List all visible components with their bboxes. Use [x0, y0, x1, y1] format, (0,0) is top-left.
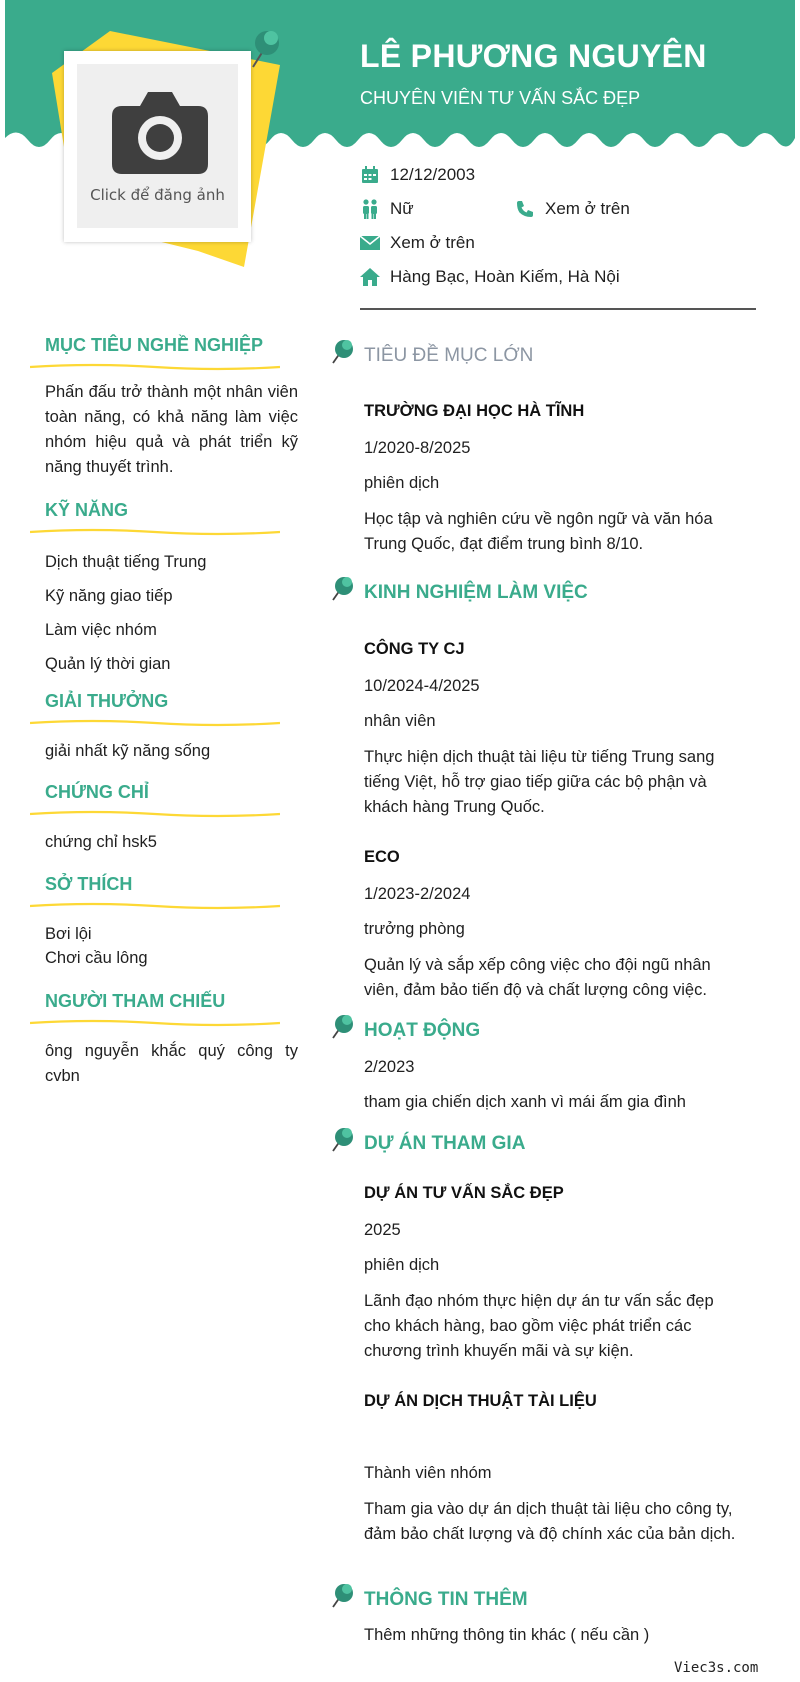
project-name: DỰ ÁN TƯ VẤN SẮC ĐẸP — [364, 1184, 564, 1202]
project-role: Thành viên nhóm — [364, 1464, 492, 1482]
education-heading[interactable]: TIÊU ĐỀ MỤC LỚN — [364, 345, 534, 366]
project-role: phiên dịch — [364, 1256, 440, 1274]
calendar-icon — [360, 165, 380, 185]
activity-period: 2/2023 — [364, 1058, 415, 1076]
contact-address — [360, 267, 620, 287]
upload-photo-label[interactable]: Click để đăng ảnh — [90, 186, 225, 204]
pushpin-icon — [330, 1581, 356, 1609]
project-name: DỰ ÁN DỊCH THUẬT TÀI LIỆU — [364, 1392, 597, 1410]
brand-watermark: Viec3s.com — [674, 1660, 759, 1676]
wave-divider — [30, 1018, 280, 1028]
references-text: ông nguyễn khắc quý công ty cvbn — [45, 1042, 298, 1085]
pushpin-icon — [245, 25, 285, 71]
references-heading: NGƯỜI THAM CHIẾU — [45, 991, 226, 1011]
contact-divider — [360, 308, 756, 310]
job-title: CHUYÊN VIÊN TƯ VẤN SẮC ĐẸP — [360, 88, 641, 108]
education-school: TRƯỜNG ĐẠI HỌC HÀ TĨNH — [364, 402, 585, 420]
job-position: trưởng phòng — [364, 920, 465, 938]
awards-text: giải nhất kỹ năng sống — [45, 742, 211, 760]
education-major: phiên dịch — [364, 474, 440, 492]
job-description: Thực hiện dịch thuật tài liệu từ tiếng Trung sang tiếng Việt, hỗ trợ giao tiếp giữa các bộ phận và khách hàng Trung Quốc. — [364, 748, 715, 816]
contact-birthday — [360, 165, 475, 185]
job-company: ECO — [364, 848, 400, 866]
camera-icon — [112, 88, 208, 174]
experience-heading: KINH NGHIỆM LÀM VIỆC — [364, 582, 588, 603]
contact-gender — [360, 199, 414, 219]
job-period: 1/2023-2/2024 — [364, 885, 471, 903]
certificates-heading: CHỨNG CHỈ — [45, 782, 149, 802]
objective-heading: MỤC TIÊU NGHỀ NGHIỆP — [45, 335, 264, 355]
wave-divider — [30, 527, 280, 537]
birthday-value: 12/12/2003 — [390, 165, 476, 184]
wave-divider — [30, 901, 280, 911]
awards-heading: GIẢI THƯỞNG — [45, 691, 169, 711]
hobby-item: Bơi lội — [45, 925, 92, 943]
extra-text: Thêm những thông tin khác ( nếu cần ) — [364, 1626, 650, 1644]
skills-heading: KỸ NĂNG — [45, 500, 129, 520]
job-position: nhân viên — [364, 712, 436, 730]
hobbies-heading: SỞ THÍCH — [45, 874, 133, 894]
wave-divider — [30, 362, 280, 372]
job-company: CÔNG TY CJ — [364, 640, 465, 658]
envelope-icon — [360, 233, 380, 253]
contact-phone — [515, 199, 630, 219]
people-icon — [360, 199, 380, 219]
activities-heading: HOẠT ĐỘNG — [364, 1020, 481, 1041]
hobby-item: Chơi cầu lông — [45, 949, 148, 967]
education-period: 1/2020-8/2025 — [364, 439, 471, 457]
project-description: Lãnh đạo nhóm thực hiện dự án tư vấn sắc đẹp cho khách hàng, bao gồm việc phát triển các chương trình khuyến mãi và sự kiện. — [364, 1292, 714, 1360]
photo-placeholder[interactable] — [77, 64, 238, 228]
wave-divider — [30, 809, 280, 819]
candidate-name: LÊ PHƯƠNG NGUYÊN — [360, 38, 707, 74]
education-description: Học tập và nghiên cứu về ngôn ngữ và văn hóa Trung Quốc, đạt điểm trung bình 8/10. — [364, 510, 713, 553]
home-icon — [360, 267, 380, 287]
wave-divider — [30, 718, 280, 728]
activity-description: tham gia chiến dịch xanh vì mái ấm gia đình — [364, 1093, 686, 1111]
pushpin-icon — [330, 574, 356, 602]
pushpin-icon — [330, 1125, 356, 1153]
photo-block — [40, 25, 300, 285]
address-value: Hàng Bạc, Hoàn Kiếm, Hà Nội — [390, 267, 620, 286]
extra-heading: THÔNG TIN THÊM — [364, 1589, 528, 1610]
pushpin-icon — [330, 1012, 356, 1040]
pushpin-icon — [330, 337, 356, 365]
photo-frame[interactable] — [64, 51, 251, 242]
contact-email — [360, 233, 475, 253]
job-description: Quản lý và sắp xếp công việc cho đội ngũ nhân viên, đảm bảo tiến độ và chất lượng công việc. — [364, 956, 711, 999]
phone-value: Xem ở trên — [545, 199, 630, 218]
gender-value: Nữ — [390, 199, 414, 218]
certificates-text: chứng chỉ hsk5 — [45, 833, 157, 851]
email-value: Xem ở trên — [390, 233, 475, 252]
skill-item: Làm việc nhóm — [45, 621, 157, 639]
skill-item: Kỹ năng giao tiếp — [45, 587, 173, 605]
skill-item: Dịch thuật tiếng Trung — [45, 553, 207, 571]
skill-item: Quản lý thời gian — [45, 655, 171, 673]
job-period: 10/2024-4/2025 — [364, 677, 480, 695]
phone-icon — [515, 199, 535, 219]
objective-text: Phấn đấu trở thành một nhân viên toàn năng, có khả năng làm việc nhóm hiệu quả và phát triển kỹ năng thuyết trình. — [45, 383, 298, 476]
project-period: 2025 — [364, 1221, 401, 1239]
project-description: Tham gia vào dự án dịch thuật tài liệu cho công ty, đảm bảo chất lượng và độ chính xác của bản dịch. — [364, 1500, 736, 1543]
projects-heading: DỰ ÁN THAM GIA — [364, 1133, 526, 1154]
